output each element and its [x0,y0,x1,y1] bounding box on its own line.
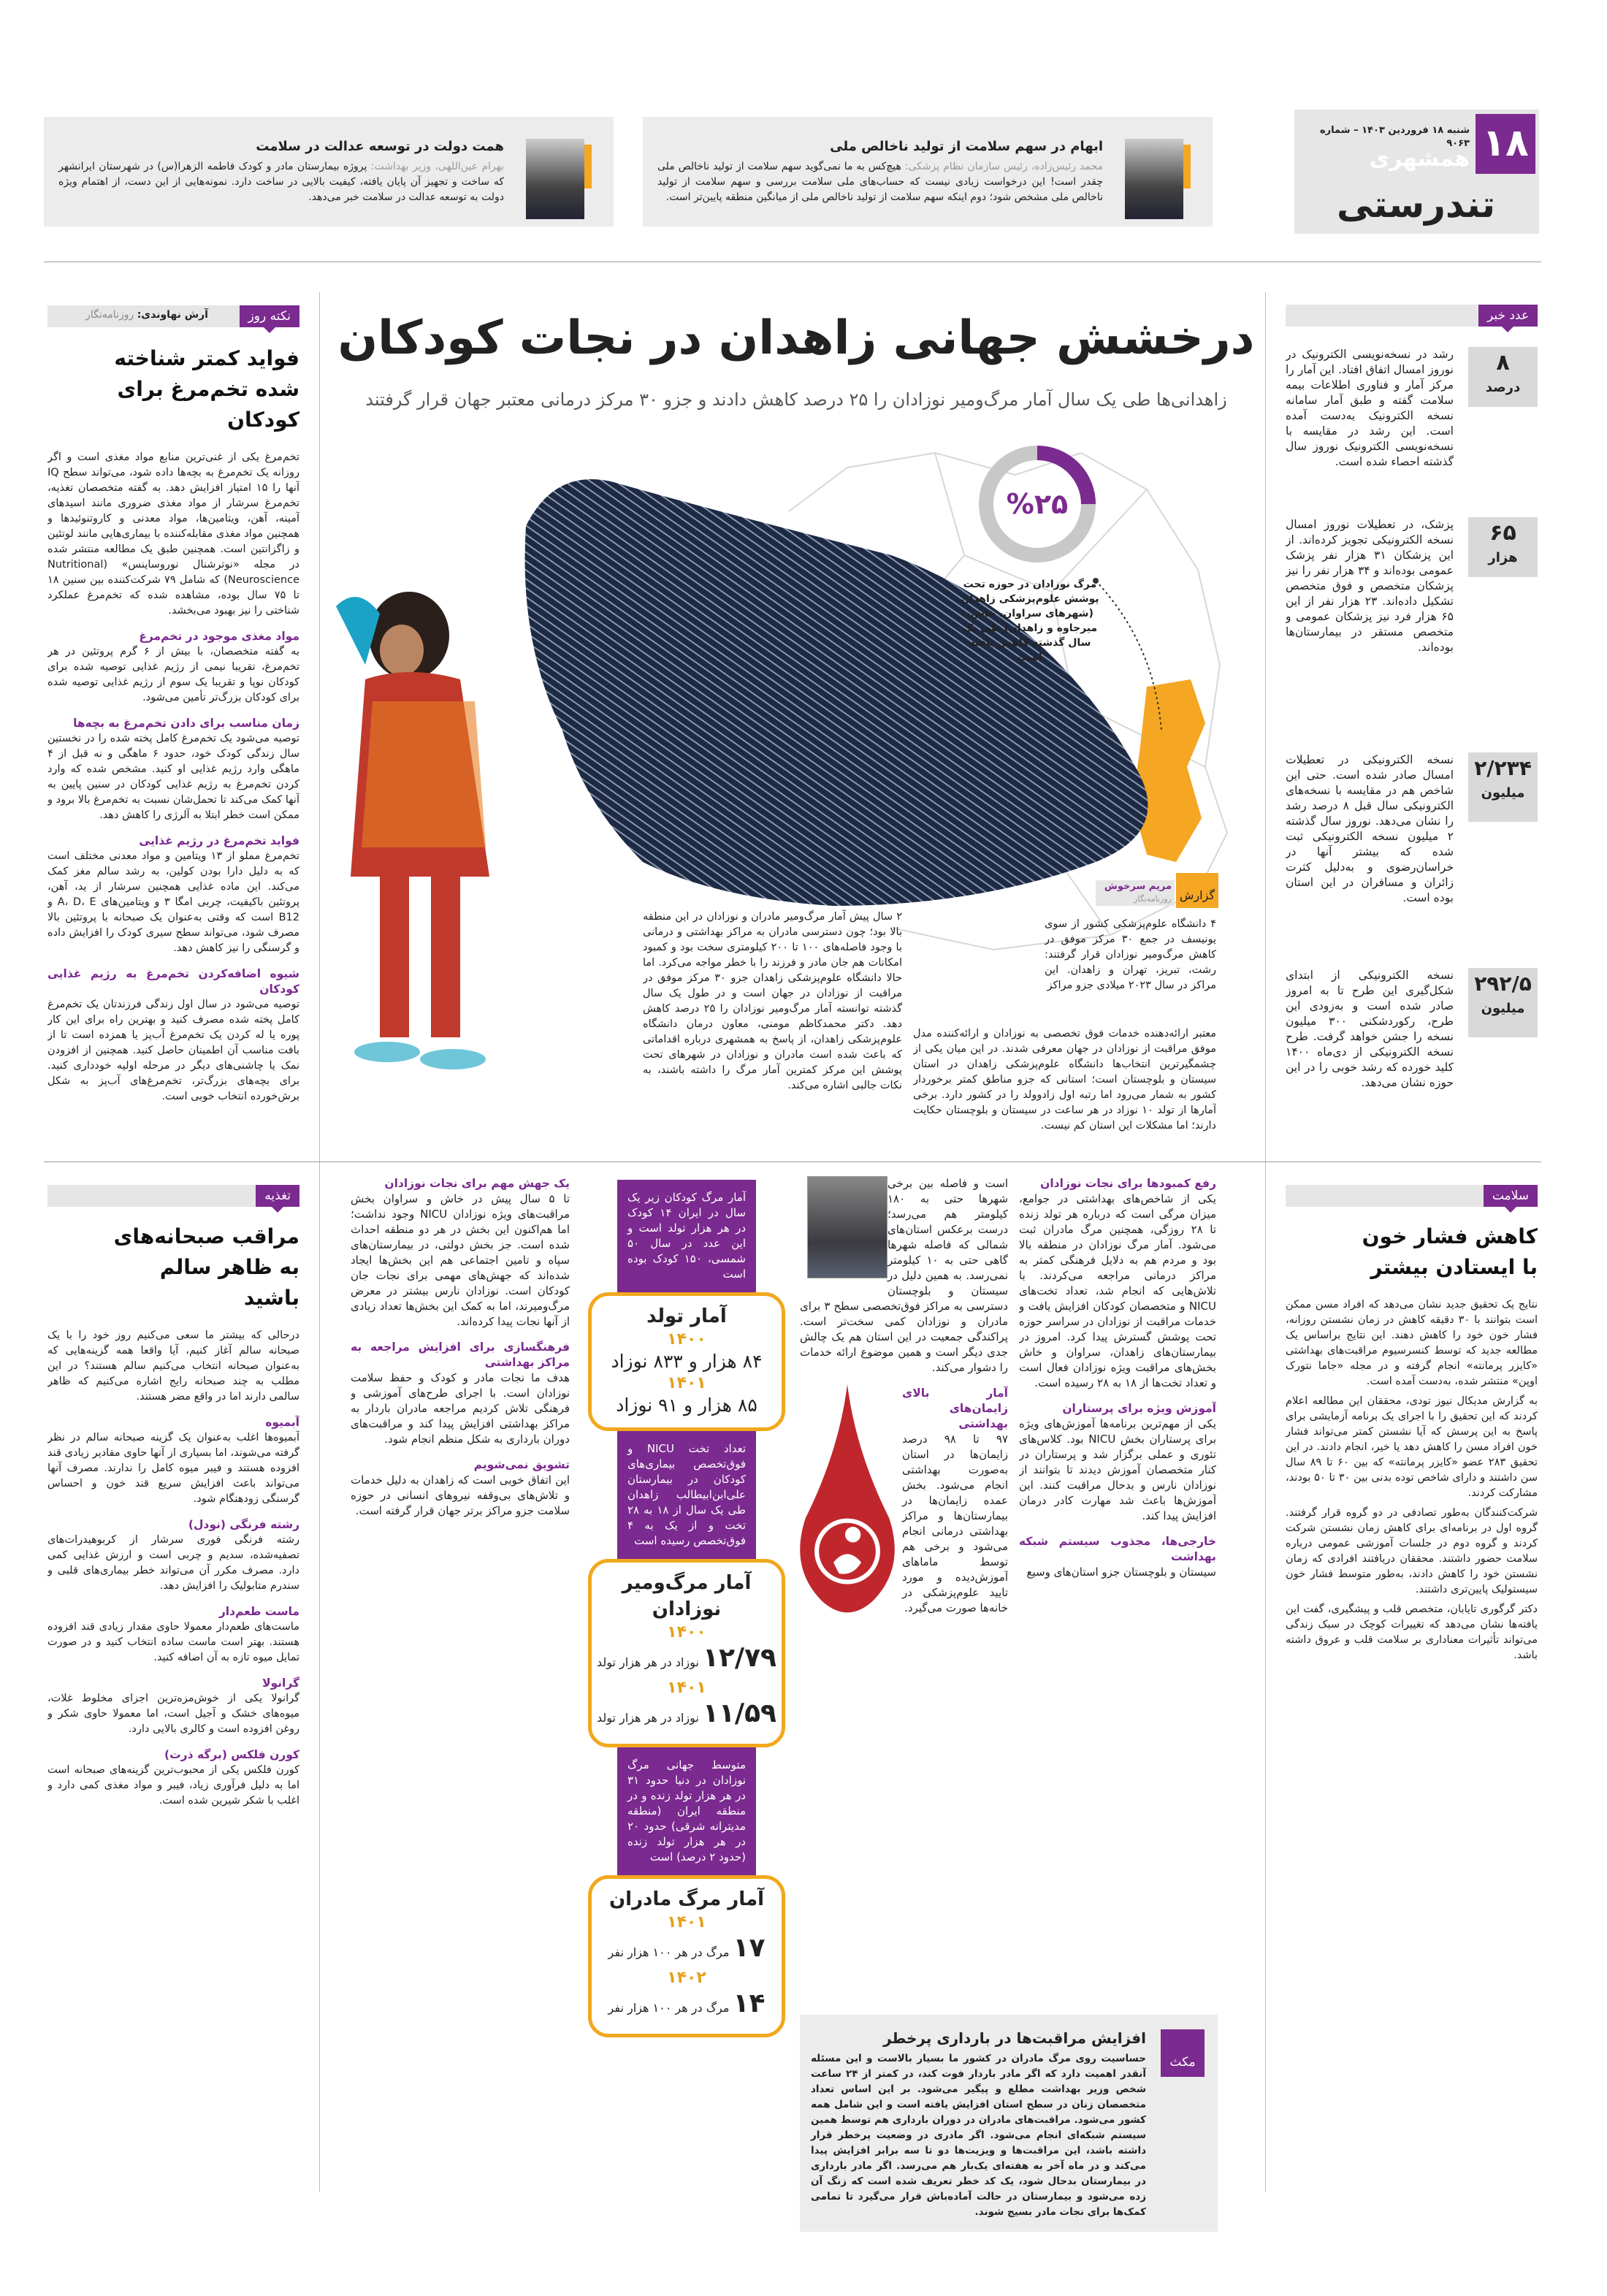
subheadline-wrap [336,387,1256,416]
subheading: فرهنگسازی برای افزایش مراجعه به مراکز بهداشتی [351,1340,570,1369]
fact-box: تعداد تخت NICU و فوق‌تخصص بیماری‌های کودکان در بیمارستان علی‌ابن‌ابیطالب زاهدان طی یک سال از ۱۸ به ۲۸ تخت و از یک به ۴ فوق‌تخصص رسیده است [617,1431,756,1559]
note-body [47,343,299,1151]
author-role: روزنامه‌نگار [1134,894,1172,904]
article-column [351,1176,570,2184]
subheading: تشویق نمی‌شویم [473,1458,570,1471]
stat-value: ۱۴ [733,1988,766,2018]
paragraph: تخم‌مرغ مملو از ۱۳ ویتامین و مواد معدنی مختلف است که به دلیل دارا بودن کولین، به رشد سالم مغز کمک می‌کند. این ماده غذایی همچنین سرشار از ید، آهن، پروتئین باکیفیت، چربی امگا ۳ و ویتامین‌های A، D، E و B12 است که وقتی به‌عنوان یک صبحانه با پروتئین بالا مصرف شود، می‌تواند سطح سیری کودک را افزایش داده و گرسنگی را نیز کاهش دهد. [47,850,299,954]
card-title: آمار مرگ مادران [608,1888,764,1910]
maks-title: افزایش مراقبت‌ها در بارداری پرخطر [883,2029,1146,2047]
paragraph: نتایج یک تحقیق جدید نشان می‌دهد که افراد مسن ممکن است بتوانند با ۳۰ دقیقه کاهش در زمان نشستن روزانه، فشار خون خود را کاهش دهند. این نتایج براساس یک مطالعه جدید که توسط کنسرسیوم مراقبت‌های بهداشتی «کایزر پرمانته» انجام گرفته و در مجله «جاما نتورک اوپن» منتشر شده، به‌دست آمده است. [1286,1299,1538,1387]
quote-title: همت دولت در توسعه عدالت در سلامت [256,139,504,154]
paragraph: یکی از مهم‌ترین برنامه‌ها آموزش‌های ویژه برای پرستاران بخش NICU بود. کلاس‌های تئوری و عملی برگزار شد و پرستاران در کنار متخصصان آموزش دیدند تا بتوانند از نوزادان نارس و بدحال مراقبت کنند. این آموزش‌ها باعث شد مهارت کادر درمان افزایش پیدا کند. [1019,1417,1216,1522]
report-label: گزارش [1176,873,1218,908]
mother-child-drop-icon [800,1384,895,1618]
fact-box: آمار مرگ کودکان زیر یک سال در ایران ۱۴ کودک در هر هزار تولد است و این عدد در سال ۵۰ شمسی، ۱۵۰ کودک بوده است [617,1180,756,1292]
section-label: عدد خبر [1478,305,1538,327]
subheading: ماست طعم‌دار [218,1605,299,1618]
paragraph: یکی از شاخص‌های بهداشتی در جوامع، میزان مرگی است که درباره هر تولد زنده تا ۲۸ روزگی، همچنین مرگ مادران ثبت می‌شود. آمار مرگ نوزادان در منطقه بالا بود و مردم هم به دلایل فرهنگی کمتر به مراکز درمانی مراجعه می‌کردند. با تلاش‌هایی که انجام شد، تعداد تخت‌های NICU و متخصصان کودکان افزایش یافت و خدمات مراقبت از نوزادان در سراسر حوزه تحت پوشش گسترش پیدا کرد. امروز در بیمارستان‌های زاهدان، سراوان و خاش بخش‌های مراقبت ویژه نوزادان فعال است و تعداد تخت‌ها از ۱۸ به ۲۸ رسیده است. [1019,1192,1216,1389]
section-header-numbers [1286,305,1538,327]
quote-text [58,159,504,205]
article-title: کاهش فشار خون با ایستادن بیشتر [1362,1224,1538,1279]
subheading: فواید تخم‌مرغ در رژیم غذایی [139,834,299,847]
report-body-continued: ۲ سال پیش آمار مرگ‌ومیر مادران و نوزادان در این منطقه بالا بود؛ چون دسترسی مادران به مراکز بهداشتی و درمانی با وجود فاصله‌های ۱۰۰ تا ۲۰۰ کیلومتری سخت بود و کمبود امکانات هم جان مادر و فرزند را با خطر مواجه می‌کرد. اما حالا دانشگاه علوم‌پزشکی زاهدان جزو ۳۰ مرکز موفق در مراقبت از نوزادان در جهان است و در طول یک سال گذشته توانسته آمار مرگ‌ومیر نوزادان را ۲۵ درصد کاهش دهد. دکتر محمدکاظم مومنی، معاون درمان دانشگاه علوم‌پزشکی زاهدان، از پاسخ به همشهری درباره اقداماتی که باعث شده است مادران و نوزادان در شهرهای تحت پوشش این مرکز کمترین آمار مرگ را داشته باشند، به نکات جالبی اشاره می‌کند. [643,911,902,1091]
year-label: ۱۴۰۰ [667,1623,706,1641]
subheading: شیوه اضافه‌کردن تخم‌مرغ به رژیم غذایی کودکان [47,967,299,996]
quote-speaker: بهرام عین‌اللهی، وزیر بهداشت: [370,161,505,172]
subheading: رفع کمبودها برای نجات نوزادان [1040,1177,1216,1190]
stat-value: ۸۴ هزار و ۸۳۳ نوزاد [611,1351,763,1372]
column-divider [1265,292,1266,2192]
brand-logo: همشهری [1369,146,1470,172]
stat-box [1468,517,1538,577]
stat-value: ۲۹۲/۵ [1474,972,1532,996]
article-title: فواید کمتر شناخته شده تخم‌مرغ برای کودکان [114,346,299,432]
section-header-note [47,305,299,327]
stat-text: نسخه الکترونیکی در تعطیلات امسال صادر شده است. حتی این شاخص هم در مقایسه با نسخه‌های الکترونیکی سال قبل ۸ درصد رشد را نشان می‌دهد. نوروز سال گذشته ۲ میلیون نسخه الکترونیکی ثبت شده که بیشتر آنها در خراسان‌رضوی و به‌دلیل کثرت زائران و مسافران در این استان بوده است. [1286,753,1454,904]
section-title: تندرستی [1336,183,1495,226]
sistan-province-highlight [1132,679,1205,862]
fact-box: متوسط جهانی مرگ نوزادان در دنیا حدود ۳۱ در هر هزار تولد زنده و در منطقه ایران (منطقه مدیترانه شرقی) حدود ۲۰ در هر هزار تولد زنده (حدود ۲ درصد) است [617,1747,756,1875]
child-figure [336,592,489,1069]
paragraph: شرکت‌کنندگان به‌طور تصادفی در دو گروه قرار گرفتند. گروه اول در برنامه‌ای برای کاهش زمان نشستن شرکت کردند و گروه دوم در جلسات آموزشی عمومی درباره سلامت حضور داشتند. محققان دریافتند افرادی که زمان نشستن خود را کاهش دادند، به‌طور متوسط فشار خون سیستولیک پایین‌تری داشتند. [1286,1507,1538,1595]
subheading: گرانولا [262,1677,299,1690]
quote-title: ابهام در سهم سلامت از تولید ناخالص ملی [830,139,1103,154]
article-column [800,1176,1008,2002]
maks-text: حساسیت روی مرگ مادران در کشور ما بسیار بالاست و این مسئله آنقدر اهمیت دارد که اگر مادر باردار فوت کند، در کمتر از ۲۴ ساعت شخص وزیر بهداشت مطلع و پیگیر می‌شود. بر این اساس تعداد متخصصان زنان در سطح استان افزایش یافته است و این شامل همه کشور می‌شود. مراقبت‌های مادران در دوران بارداری هم توسط همین سیستم شبکه‌ای انجام می‌شود. اگر مادری در وضعیت پرخطر قرار داشته باشد، این مراقبت‌ها و ویزیت‌ها دو تا سه برابر افزایش پیدا می‌کند و در ماه آخر به هفته‌ای یک‌بار هم می‌رسد. اگر مادر بارداری در بیمارستان بدحال شود، یک کد خطر تعریف شده است که زنگ آن زده می‌شود و بیمارستان در حالت آماده‌باش قرار می‌گیرد تا تمامی کمک‌ها برای نجات مادر بسیج شوند. [811,2053,1146,2218]
main-headline: درخشش جهانی زاهدان در نجات کودکان [337,311,1255,365]
issue-date: شنبه ۱۸ فروردین ۱۴۰۳ – شماره ۹۰۶۳ [1320,125,1470,149]
subheading: یک جهش مهم برای نجات نوزادان [384,1177,570,1190]
section-label: سلامت [1484,1185,1538,1207]
stat-unit: میلیون [1481,1001,1525,1016]
paragraph: گرانولا یکی از خوش‌مزه‌ترین اجزای مخلوط غلات، میوه‌های خشک و آجیل است، اما معمولا حاوی شکر و روغن افزوده است و کالری بالایی دارد. [47,1693,299,1735]
stat-value: ۱۷ [733,1933,766,1963]
stat-unit: میلیون [1481,785,1525,801]
official-photo [807,1176,888,1278]
subheading: خارجی‌ها، مجذوب سیستم شبکه بهداشت [1019,1535,1216,1563]
stat-unit: نوزاد در هر هزار تولد [596,1655,699,1669]
year-label: ۱۴۰۱ [667,1679,706,1697]
card-title: آمار تولد [646,1305,727,1327]
stat-value: ۶۵ [1489,520,1516,546]
subheading: زمان مناسب برای دادن تخم‌مرغ به بچه‌ها [73,717,299,730]
paragraph: تا ۵ سال پیش در خاش و سراوان بخش مراقبت‌های ویژه نوزادان NICU وجود نداشت؛ اما هم‌اکنون این بخش در هر دو منطقه احداث شده است. جز بخش دولتی، در بیمارستان‌های سپاه و تامین اجتماعی هم این بخش‌ها ایجاد شده‌اند که جهش‌های مهمی برای نجات جان کودکان است. نوزادان نارس بیشتر در معرض مرگ‌ومیرند، اما به کمک این بخش‌ها تعداد زیادی از آنها نجات پیدا کرده‌اند. [351,1192,570,1328]
stat-unit: مرگ در هر ۱۰۰ هزار نفر [608,1945,730,1959]
section-label: تغذیه [256,1185,299,1207]
stat-box [1468,752,1538,822]
stats-column [584,1180,789,2037]
year-label: ۱۴۰۱ [667,1913,706,1931]
main-subheadline: زاهدانی‌ها طی یک سال آمار مرگ‌ومیر نوزادان را ۲۵ درصد کاهش دادند و جزو ۳۰ مرکز درمانی معتبر جهان قرار گرفتند [365,389,1227,410]
masthead [1294,110,1539,234]
stat-value: ۱۲/۷۹ [702,1643,777,1673]
stat-unit: نوزاد در هر هزار تولد [596,1711,699,1725]
births-stat-card [588,1292,785,1431]
donut-percent-label: %۲۵ [1006,488,1069,520]
map-caption: مرگ نوزادان در حوزه تحت پوشش علوم‌پزشکی زاهدان (شهرهای سراوان، خاش، میرجاوه و زاهدان) طی یک سال گذشته کاهش یافته است [961,579,1099,663]
maternal-mortality-stat-card [588,1875,785,2037]
paragraph: آبمیوه‌ها اغلب به‌عنوان یک گزینه صبحانه سالم در نظر گرفته می‌شوند، اما بسیاری از آنها حاوی مقادیر زیادی قند افزوده هستند و فیبر میوه کامل را ندارند. مصرف آنها می‌تواند باعث افزایش سریع قند خون و احساس گرسنگی زودهنگام شود. [47,1432,299,1505]
column-divider [319,292,320,2192]
stat-text: رشد در نسخه‌نویسی الکترونیک در نوروز امسال اتفاق افتاد. این آمار را مرکز آمار و فناوری اطلاعات بیمه سلامت گفته و طبق آمار سامانه نسخه الکترونیک به‌دست آمده است. این رشد در مقایسه با نسخه‌نویسی الکترونیک نوروز سال گذشته احصاء شده است. [1286,348,1454,468]
year-label: ۱۴۰۲ [667,1969,706,1987]
author-role: روزنامه‌نگار [85,309,134,321]
article-column [1019,1176,1216,2002]
paragraph: سیستان و بلوچستان جزو استان‌های وسیع [1026,1565,1216,1579]
quote-body: هیچ‌کس به ما نمی‌گوید سهم سلامت از تولید ناخالص ملی چقدر است! این درخواست زیادی نیست که حساب‌های ملی سلامت بررسی و سهم سلامت از تولید ناخالص ملی مشخص شود؛ دوم اینکه سهم سلامت از تولید ناخالص ملی از میانگین منطقه پایین‌تر است. [657,161,1103,203]
paragraph: کورن فلکس یکی از محبوب‌ترین گزینه‌های صبحانه است اما به دلیل فرآوری زیاد، فیبر و مواد مغذی کمی دارد و اغلب با شکر شیرین شده است. [47,1764,299,1807]
intro-text: درحالی که بیشتر ما سعی می‌کنیم روز خود را با یک صبحانه سالم آغاز کنیم، آیا واقعا همه گزینه‌هایی که به‌عنوان صبحانه انتخاب می‌کنیم سالم هستند؟ در این مطلب به چند صبحانه رایج اشاره می‌کنیم که ظاهر سالمی دارند اما در واقع مضر هستند. [47,1330,299,1403]
quote-box [44,117,614,226]
section-header-nutrition [47,1185,299,1207]
stat-value: ۱۱/۵۹ [702,1698,777,1728]
quote-box [643,117,1213,226]
subheading: آمار بالای زایمان‌های بهداشتی [902,1387,1008,1430]
maks-label: مکث [1161,2029,1205,2077]
paragraph: رشته فرنگی فوری سرشار از کربوهیدرات‌های تصفیه‌شده، سدیم و چربی است و ارزش غذایی کمی دارد. مصرف مکرر آن می‌تواند خطر بیماری‌های قلبی و سندرم متابولیک را افزایش دهد. [47,1534,299,1592]
quote-body: پروژه بیمارستان مادر و کودک فاطمه الزهرا(س) در شهرستان ایرانشهر که ساخت و تجهیز آن پایان یافته، کیفیت بالایی در ساخت دارد. نمونه‌هایی از این دست، از اهتمام ویژه دولت به توسعه عدالت در سلامت خبر می‌دهد. [58,161,504,203]
paragraph: توصیه می‌شود یک تخم‌مرغ کامل پخته شده را در نخستین سال زندگی کودک خود، حدود ۶ ماهگی و نه قبل از ۴ ماهگی وارد رژیم غذایی او کنید. مشخص شده که وارد کردن تخم‌مرغ به رژیم غذایی کودکان در سنین پایین به آنها کمک می‌کند تا تحمل‌شان نسبت به تخم‌مرغ بالا برود و ممکن است خطر ابتلا به آلرژی را کاهش دهد. [47,733,299,821]
speaker-photo [1125,139,1183,219]
stat-unit: مرگ در هر ۱۰۰ هزار نفر [608,2001,730,2015]
subheading: مواد مغذی موجود در تخم‌مرغ [139,630,299,643]
headline-wrap [336,305,1256,375]
subheading: آبمیوه [265,1416,299,1429]
paragraph: است و فاصله بین برخی شهرها حتی به ۱۸۰ کیلومتر هم می‌رسد؛ درست برعکس استان‌های شمالی که فاصله شهرها گاهی حتی به ۱۰ کیلومتر نمی‌رسد. به همین دلیل در سیستان و بلوچستان دسترسی به مراکز فوق‌تخصصی سطح ۳ برای مادران و نوزادان کمی سخت‌تر است. پراکندگی جمعیت در این استان هم یک چالش جدی دیگر است و همین موضوع ارائه خدمات را دشوار می‌کند. [800,1177,1008,1374]
paragraph: دکتر گرگوری تایابان، متخصص قلب و پیشگیری، گفت این یافته‌ها نشان می‌دهد که تغییرات کوچک در سبک زندگی می‌تواند تأثیرات معناداری بر سلامت قلب و عروق داشته باشد. [1286,1603,1538,1661]
stat-box [1468,968,1538,1037]
stat-value: ۸ [1496,350,1510,375]
stat-unit: درصد [1485,380,1521,395]
stat-text: پزشک، در تعطیلات نوروز امسال نسخه الکترونیکی تجویز کرده‌اند. از این پزشکان ۳۱ هزار نفر پزشک عمومی بوده‌اند و ۳۴ هزار نفر را نیز پزشکان متخصص و فوق متخصص تشکیل داده‌اند. ۲۳ هزار نفر از این ۶۵ هزار فرد نیز پزشکان عمومی و متخصص مستقر در بیمارستان‌ها بوده‌اند. [1286,518,1454,654]
subheading: کورن فلکس (برگه ذرت) [164,1748,299,1761]
stat-value: ۸۵ هزار و ۹۱ نوزاد [616,1395,757,1416]
card-title: آمار مرگ‌ومیر نوزادان [622,1572,752,1620]
year-label: ۱۴۰۰ [667,1330,706,1349]
paragraph: ماست‌های طعم‌دار معمولا حاوی مقدار زیادی قند افزوده هستند. بهتر است ماست ساده انتخاب کنید و در صورت تمایل میوه تازه به آن اضافه کنید. [47,1621,299,1663]
report-body: معتبر ارائه‌دهنده خدمات فوق تخصصی به نوزادان و ارائه‌کننده مدل موفق مراقبت از نوزادان در جهان معرفی شدند. در این میان یکی از چشمگیرترین انتخاب‌ها دانشگاه علوم‌پزشکی زاهدان در استان سیستان و بلوچستان است؛ استانی که جزو مناطق کمتر برخوردار کشور به شمار می‌رود اما رتبه اول زادوولد را در کشور دارد. برخی آمارها از تولد ۱۰ نوزاد در هر ساعت در سیستان و بلوچستان حکایت دارند؛ اما مشکلات این استان کم نیست. [913,1028,1216,1132]
year-label: ۱۴۰۱ [667,1374,706,1392]
paragraph: به گزارش مدیکال نیوز تودی، محققان این مطالعه اعلام کردند که این تحقیق را با اجرای یک برنامه آزمایشی برای پاسخ به این پرسش که آیا نشستن کمتر می‌تواند فشار خون افراد مسن را کاهش دهد یا خیر، انجام دادند. در این تحقیق ۲۸۳ عضو «کایزر پرمانته» که بین ۶۰ تا ۸۹ سال سن داشتند و دارای شاخص توده بدنی بین ۳۰ تا ۵۰ بودند، مشارکت کردند. [1286,1395,1538,1499]
quote-speaker: محمد رئیس‌زاده، رئیس سازمان نظام پزشکی: [904,161,1103,172]
intro-text: تخم‌مرغ یکی از غنی‌ترین منابع مواد مغذی است و اگر روزانه یک تخم‌مرغ به بچه‌ها داده شود، می‌تواند سطح IQ آنها را ۱۵ امتیاز افزایش دهد. به گفته متخصصان تغذیه، تخم‌مرغ سرشار از مواد مغذی ضروری مانند اسیدهای آمینه، آهن، ویتامین‌ها، مواد معدنی و کاروتنوئیدها و همچنین مواد مغذی مقابله‌کننده با بیماری‌هایی مانند لوتئین و زاگزانتین است. همچنین طبق یک مطالعه منتشر شده در مجله «نوترشنال نوروساینس» (Nutritional Neuroscience) که شامل ۷۹ شرکت‌کننده بین سنین ۱۸ تا ۷۵ سال بوده، مشاهده شده که تخم‌مرغ عملکرد شناختی را نیز بهبود می‌بخشد. [47,451,299,617]
article-title: مراقب صبحانه‌های به ظاهر سالم باشید [113,1224,299,1310]
paragraph: توصیه می‌شود در سال اول زندگی فرزندتان یک تخم‌مرغ کامل پخته شده مصرف کنید و بهترین راه برای این کار پوره یا له کردن یک تخم‌مرغ آب‌پز یا همزده است تا از بافت مناسب آن اطمینان حاصل کنید. همچنین از افزودن نمک یا چاشنی‌های دیگر در مرحله اولیه خودداری کنید. برای بچه‌های بزرگ‌تر، تخم‌مرغ‌های آب‌پز به شکل برش‌خورده انتخاب خوبی است. [47,999,299,1102]
maks-box [800,2015,1218,2232]
section-label: نکته روز [240,305,299,327]
cloth-burqa [525,479,1148,906]
nutrition-body [47,1221,299,2186]
author-name: آرش نهاوندی: [137,309,208,321]
author-name: مریم سرخوش [1104,881,1172,892]
author-line [85,309,208,321]
paragraph: هدف ما نجات مادر و کودک و حفظ سلامت نوزادان است. با اجرای طرح‌های آموزشی و فرهنگی تلاش کردیم مراجعه مادران باردار به مراکز بهداشتی افزایش پیدا کند و مراقبت‌های دوران بارداری به شکل منظم انجام شود. [351,1371,570,1446]
subheading: آموزش ویژه برای پرستاران [1062,1402,1216,1415]
page-number: ۱۸ [1476,114,1535,174]
newborn-mortality-stat-card [588,1559,785,1747]
section-header-health [1286,1185,1538,1207]
stat-box [1468,347,1538,407]
report-lead: ۴ دانشگاه علوم‌پزشکی کشور از سوی یونیسف در جمع ۳۰ مرکز موفق در کاهش مرگ‌ومیر نوزادان قرار گرفتند: رشت، تبریز، تهران و زاهدان. این مراکز در سال ۲۰۲۳ میلادی جزو مراکز [1045,918,1216,991]
quote-text [657,159,1103,205]
stat-text: نسخه الکترونیکی از ابتدای شکل‌گیری این طرح تا به امروز صادر شده است و به‌زودی این طرح، رکوردشکنی ۳۰۰ میلیون نسخه را جشن خواهد گرفت. طرح نسخه الکترونیکی از دی‌ماه ۱۴۰۰ کلید خورده که رشد خوبی را در این حوزه نشان می‌دهد. [1286,969,1454,1089]
stat-value: ۲/۲۳۴ [1474,756,1532,780]
paragraph: به گفته متخصصان، با بیش از ۶ گرم پروتئین در هر تخم‌مرغ، تقریبا نیمی از رژیم غذایی توصیه شده برای کودکان نوپا و تقریبا یک سوم از رژیم غذایی توصیه شده برای کودکان بزرگ‌تر تأمین می‌شود. [47,646,299,703]
speaker-photo [526,139,584,219]
health-body [1286,1221,1538,2186]
stat-unit: هزار [1488,550,1518,565]
paragraph: این اتفاق خوبی است که زاهدان به دلیل خدمات و تلاش‌های بی‌وقفه نیروهای انسانی در حوزه سلامت جزو مراکز برتر جهان قرار گرفته است. [351,1473,570,1517]
paragraph: ۹۷ تا ۹۸ درصد زایمان‌ها در استان به‌صورت بهداشتی انجام می‌شود. بخش عمده زایمان‌ها در بیمارستان‌ها و مراکز بهداشتی درمانی انجام می‌شود و برخی هم توسط ماماهای آموزش‌دیده و مورد تایید علوم‌پزشکی در خانه‌ها صورت می‌گیرد. [902,1433,1008,1614]
byline [1096,880,1175,906]
subheading: رشته فرنگی (نودل) [188,1518,299,1531]
